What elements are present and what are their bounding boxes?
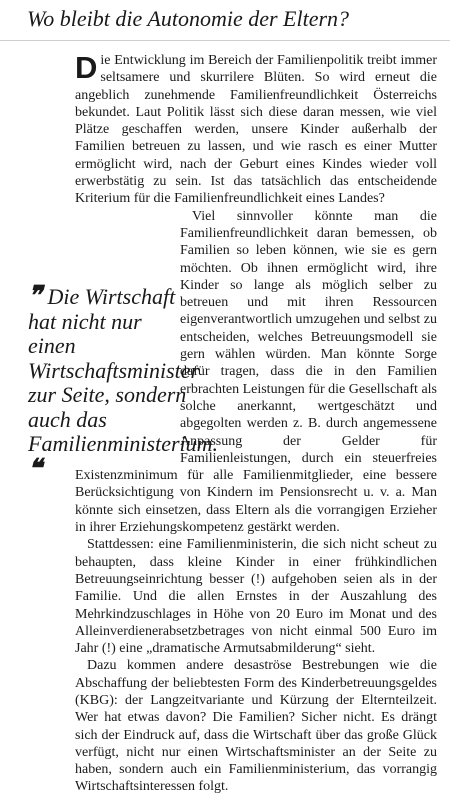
paragraph-1 <box>75 52 437 208</box>
title-divider <box>0 40 450 41</box>
paragraph-1-text: ie Entwicklung im Bereich der Familienpolitik treibt immer seltsamere und skurrilere Blüten. So wird erneut die angeblich zunehmende Familienfreundlichkeit Österreichs bekundet. Laut Politik lässt sich diese daran messen, wie viel Plätze geschaffen werden, unsere Kinder außerhalb der Familien betreuen zu lassen, und wie rasch es einer Mutter ermöglicht wird, nach der Geburt eines Kindes wieder voll erwerbstätig zu sein. Ist das tatsächlich das entscheidende Kriterium für die Familienfreundlichkeit eines Landes? <box>75 53 437 207</box>
drop-cap: D <box>75 50 98 85</box>
pullquote-text: Die Wirtschaft hat nicht nur einen Wirtschaftsminister zur Seite, sondern auch das Familienministerium. <box>28 284 219 456</box>
pullquote <box>28 281 219 484</box>
paragraph-3: Stattdessen: eine Familienministerin, die sich nicht scheut zu behaupten, dass kleine Kinder in einer frühkindlichen Betreuungseinrichtung besser (!) aufgehoben seien als in der Familie. Und die allen Ernstes in der Auszahlung des Mehrkindzuschlages in Höhe von 20 Euro im Monat und des Alleinverdienerabsetzbetrages von nicht einmal 500 Euro im Jahr (!) eine „dramatische Armutsabmilderung“ sieht. <box>75 537 437 657</box>
paragraph-2-text: Viel sinnvoller könnte man die Familienfreundlichkeit daran bemessen, ob Familien so leben können, wie sie es gern möchten. Ob ihnen ermöglicht wird, ihre Kinder so lange als möglich selber zu betreuen und mit ihren Ressourcen eigenverantwortlich umzugehen und selbst zu entscheiden, welches Betreuungsmodell sie gern wählen würden. Man könnte Sorge dafür tragen, dass die in den Familien erbrachten Leistungen für die Gesellschaft als solche anerkannt, wertgeschätzt und abgegolten werden z. B. durch angemessene Anpassung der Gelder für Familienleistungen, durch ein steuerfreies Existenzminimum für alle Familienmitglieder, eine bessere Berücksichtigung von Kindern im Pensionsrecht u. v. a. Man könnte sich einsetzen, dass Eltern als die vorrangigen Erzieher in ihrer Erziehungskompetenz gestärkt werden. <box>75 208 437 536</box>
paragraph-4: Dazu kommen andere desaströse Bestrebungen wie die Abschaffung der beliebtesten Form des Kinderbetreuungsgeldes (KBG): der Langzeitvariante und Kürzung der Elternteilzeit. Wer hat etwas davon? Die Familien? Sicher nicht. Es drängt sich der Eindruck auf, dass die Wirtschaft über das große Glück verfügt, nicht nur einen Wirtschaftsminister an der Seite zu haben, sondern auch ein Familienministerium, das vorrangig Wirtschaftsinteressen folgt. <box>75 658 437 795</box>
article-title: Wo bleibt die Autonomie der Eltern? <box>27 6 350 31</box>
open-quote-icon: ❞ <box>28 281 42 311</box>
close-quote-icon: ❝ <box>28 453 42 484</box>
